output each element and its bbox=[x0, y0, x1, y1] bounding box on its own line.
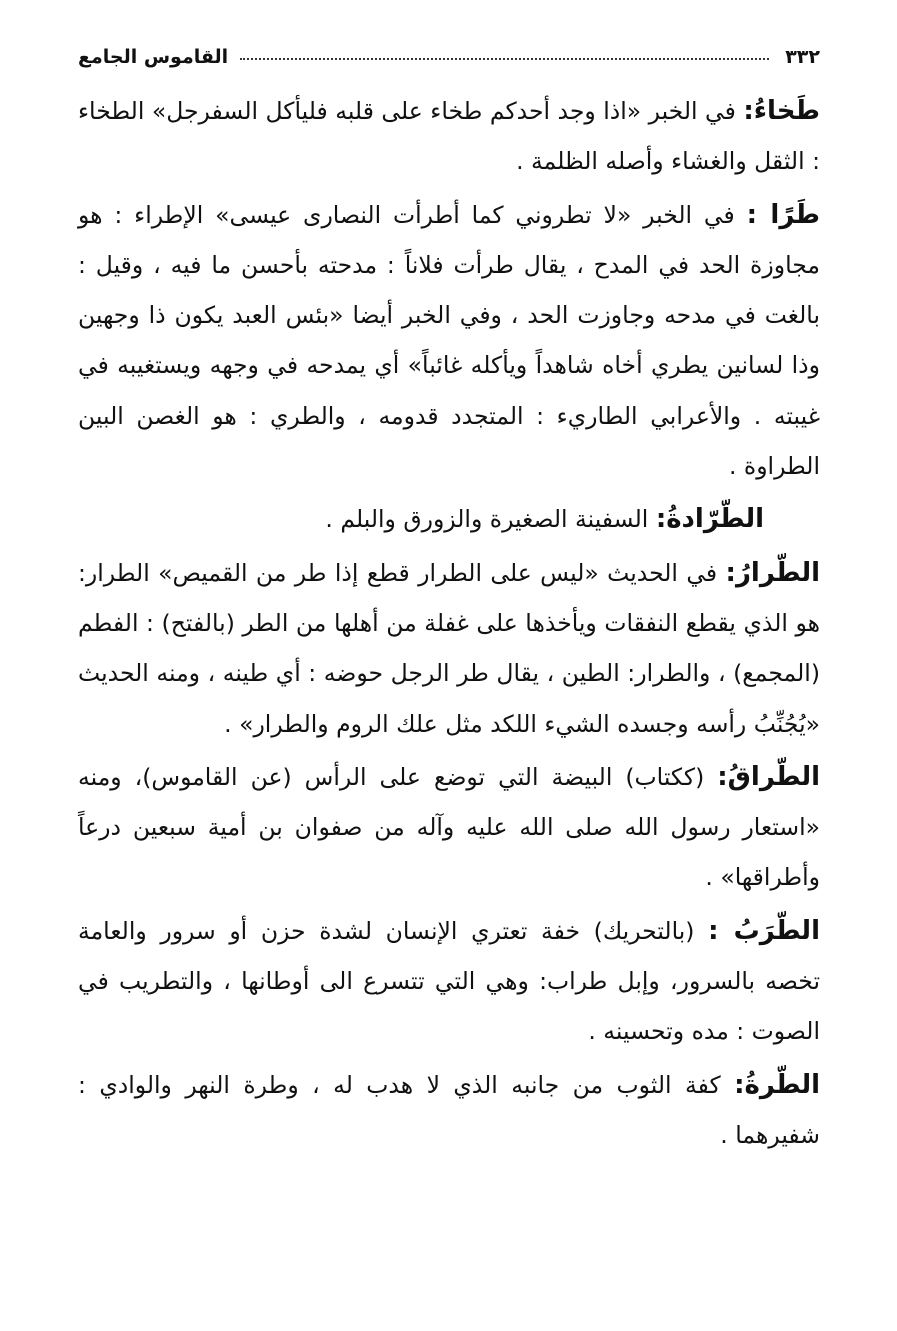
entry-text: (ككتاب) البيضة التي توضع على الرأس (عن القاموس)، ومنه «استعار رسول الله صلى الله عليه وآله من صفوان بن أمية سبعين درعاً وأطراقها» . bbox=[78, 762, 820, 892]
headword: الطّراقُ: bbox=[717, 761, 820, 792]
entry-text: (بالتحريك) خفة تعتري الإنسان لشدة حزن أو سرور والعامة تخصه بالسرور، وإبل طراب: وهي التي تتسرع الى أوطانها ، والتطريب في الصوت : مده وتحسينه . bbox=[78, 916, 820, 1046]
entry-tiraq bbox=[78, 752, 820, 903]
entry-tarrada bbox=[78, 494, 820, 544]
headword: الطّرّادةُ: bbox=[655, 504, 764, 535]
entry-text: السفينة الصغيرة والزورق والبلم . bbox=[325, 505, 656, 534]
entry-text: كفة الثوب من جانبه الذي لا هدب له ، وطرة النهر والوادي : شفيرهما . bbox=[78, 1070, 820, 1149]
entry-tarab bbox=[78, 906, 820, 1057]
headword: الطّرارُ: bbox=[725, 557, 820, 588]
entry-text: في الحديث «ليس على الطرار قطع إذا طر من القميص» الطرار: هو الذي يقطع النفقات ويأخذها على غفلة من أهلها من الطر (بالفتح) : الفطم (المجمع) ، والطرار: الطين ، يقال طر الرجل حوضه : أي طينه ، ومنه الحديث «يُجُنِّبُ رأسه وجسده الشيء اللكد مثل علك الروم والطرار» . bbox=[78, 558, 820, 738]
page-header bbox=[78, 34, 820, 68]
headword: الطّرةُ: bbox=[734, 1069, 820, 1100]
headword: طَخاءُ: bbox=[743, 96, 820, 126]
entry-turra bbox=[78, 1060, 820, 1161]
page-number: ٣٣٢ bbox=[785, 46, 820, 68]
page-body bbox=[78, 86, 820, 1163]
entry-text: في الخبر «اذا وجد أحدكم طخاء على قلبه فليأكل السفرجل» الطخاء : الثقل والغشاء وأصله الظلمة . bbox=[78, 97, 820, 176]
entry-text: في الخبر «لا تطروني كما أطرأت النصارى عيسى» الإطراء : هو مجاوزة الحد في المدح ، يقال طرأت فلاناً : مدحته بأحسن ما فيه ، وقيل : بالغت في مدحه وجاوزت الحد ، وفي الخبر أيضا «بئس العبد يكون ذا وجهين وذا لسانين يطري أخاه شاهداً ويأكله غائباً» أي يمدحه في وجهه ويستغيبه في غيبته . والأعرابي الطاريء : المتجدد قدومه ، والطري : هو الغصن البين الطراوة . bbox=[78, 200, 820, 481]
headword: الطّرَبُ : bbox=[708, 915, 820, 946]
headword: طَرًا : bbox=[746, 199, 820, 230]
entry-takha bbox=[78, 86, 820, 187]
entry-tarrar bbox=[78, 548, 820, 749]
header-dot-leader bbox=[240, 58, 769, 60]
entry-tara bbox=[78, 190, 820, 492]
running-title: القاموس الجامع bbox=[78, 46, 229, 68]
